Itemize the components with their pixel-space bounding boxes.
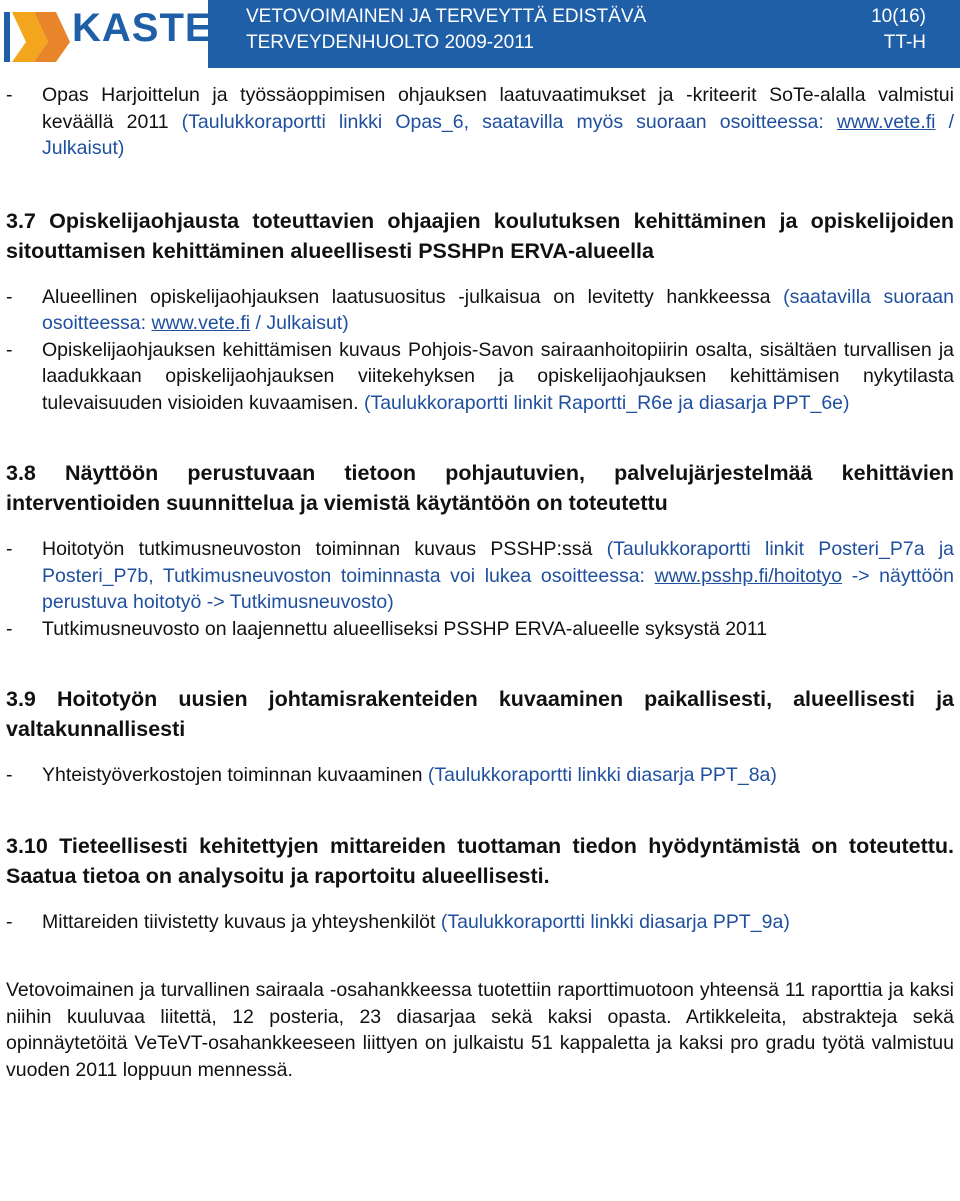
bullet-text: Tutkimusneuvosto on laajennettu alueelliseksi PSSHP ERVA-alueelle syksystä 2011 xyxy=(42,617,768,640)
report-link-post[interactable]: -> näyttöön perustuva hoitotyö -> Tutkimusneuvosto) xyxy=(42,564,954,613)
bullet-dash: - xyxy=(6,338,13,361)
bullet-dash: - xyxy=(6,617,13,640)
section-3-7-bullet-2 xyxy=(6,337,954,417)
spacer xyxy=(6,744,954,762)
bullet-text: Mittareiden tiivistetty kuvaus ja yhteyshenkilöt xyxy=(42,910,441,933)
section-3-10-heading: 3.10 Tieteellisesti kehitettyjen mittareiden tuottaman tiedon hyödyntämistä on toteutettu. Saatua tietoa on analysoitu ja raportoitu alueellisesti. xyxy=(6,833,954,888)
report-link-pre[interactable]: (saatavilla suoraan osoitteessa: xyxy=(42,285,954,334)
spacer xyxy=(6,162,954,206)
spacer xyxy=(6,642,954,684)
kaste-logo-mark-icon xyxy=(4,2,70,66)
report-link-post[interactable]: / Julkaisut) xyxy=(250,312,349,334)
vete-url-link[interactable]: www.vete.fi xyxy=(151,312,251,334)
vete-url-link[interactable]: www.vete.fi xyxy=(836,110,936,133)
bullet-text: Hoitotyön tutkimusneuvoston toiminnan kuvaus PSSHP:ssä xyxy=(42,538,607,560)
spacer xyxy=(6,518,954,536)
document-body xyxy=(6,82,954,1083)
spacer xyxy=(6,891,954,909)
report-link-pre[interactable]: (Taulukkoraportti linkki Opas_6, saatavilla myös suoraan osoitteessa: xyxy=(181,110,837,133)
section-3-7-heading: 3.7 Opiskelijaohjausta toteuttavien ohjaajien koulutuksen kehittäminen ja opiskelijoiden sitouttamisen kehittäminen alueellisesti PSSHPn ERVA-alueella xyxy=(6,208,954,263)
bullet-dash: - xyxy=(6,764,13,786)
section-3-10-bullet-1 xyxy=(6,909,954,936)
report-link[interactable]: (Taulukkoraportti linkit Raportti_R6e ja diasarja PPT_6e) xyxy=(363,391,850,414)
header-title-line1: VETOVOIMAINEN JA TERVEYTTÄ EDISTÄVÄ xyxy=(246,6,647,27)
spacer xyxy=(6,266,954,284)
section-3-8-bullet-1 xyxy=(6,536,954,616)
bullet-text: Opiskelijaohjauksen kehittämisen kuvaus Pohjois-Savon sairaanhoitopiirin osalta, sisältäen turvallisen ja laadukkaan opiskelijaohjauksen viitekehyksen ja opiskelijaohjauksen kehittämisen nykytilasta tulevaisuuden visioiden kuvaamisen. xyxy=(42,338,954,414)
intro-bullet xyxy=(6,82,954,162)
bullet-dash: - xyxy=(6,285,13,308)
page-number: 10(16) xyxy=(871,6,926,27)
section-3-9-heading: 3.9 Hoitotyön uusien johtamisrakenteiden kuvaaminen paikallisesti, alueellisesti ja valtakunnallisesti xyxy=(6,687,954,741)
bullet-dash: - xyxy=(6,84,13,106)
section-3-8-heading: 3.8 Näyttöön perustuvaan tietoon pohjautuvien, palvelujärjestelmää kehittävien interventioiden suunnittelua ja viemistä käytäntöön on toteutettu xyxy=(6,461,954,515)
closing-paragraph: Vetovoimainen ja turvallinen sairaala -osahankkeessa tuotettiin raporttimuotoon yhteensä 11 raporttia ja kaksi niihin kuuluvaa liitettä, 12 posteria, 23 diasarjaa sekä kaksi opasta. Artikkeleita, abstrakteja sekä opinnäytetöitä VeTeVT-osahankkeeseen liittyen on julkaistu 51 kappaletta ja kaksi pro gradu työtä valmistuu vuoden 2011 loppuun mennessä. xyxy=(6,979,954,1081)
section-3-7-bullet-1 xyxy=(6,284,954,337)
section-3-9-bullet-1 xyxy=(6,762,954,789)
kaste-logo xyxy=(0,0,213,68)
bullet-text: Opas Harjoittelun ja työssäoppimisen ohjauksen laatuvaatimukset ja -kriteerit SoTe-alalla valmistui keväällä 2011 xyxy=(42,84,954,133)
report-link-pre[interactable]: (Taulukkoraportti linkit Posteri_P7a ja Posteri_P7b, Tutkimusneuvoston toiminnasta voi lukea osoitteessa: xyxy=(42,538,955,587)
bullet-text: Yhteistyöverkostojen toiminnan kuvaaminen xyxy=(42,764,428,786)
report-link[interactable]: (Taulukkoraportti linkki diasarja PPT_8a) xyxy=(427,764,777,786)
logo-text: KASTE xyxy=(72,6,213,50)
page-header xyxy=(0,0,960,68)
spacer xyxy=(6,789,954,831)
spacer xyxy=(6,416,954,458)
psshp-url-link[interactable]: www.psshp.fi/hoitotyo xyxy=(654,564,843,587)
bullet-text: Alueellinen opiskelijaohjauksen laatusuositus -julkaisua on levitetty hankkeessa xyxy=(42,285,784,308)
section-3-8-bullet-2 xyxy=(6,616,954,643)
report-link-post[interactable]: / Julkaisut) xyxy=(42,110,955,159)
document-code: TT-H xyxy=(883,32,926,53)
header-title-line2: TERVEYDENHUOLTO 2009-2011 xyxy=(246,32,534,53)
report-link[interactable]: (Taulukkoraportti linkki diasarja PPT_9a) xyxy=(440,910,790,933)
bullet-dash: - xyxy=(6,538,13,560)
bullet-dash: - xyxy=(6,910,13,933)
spacer xyxy=(6,935,954,977)
